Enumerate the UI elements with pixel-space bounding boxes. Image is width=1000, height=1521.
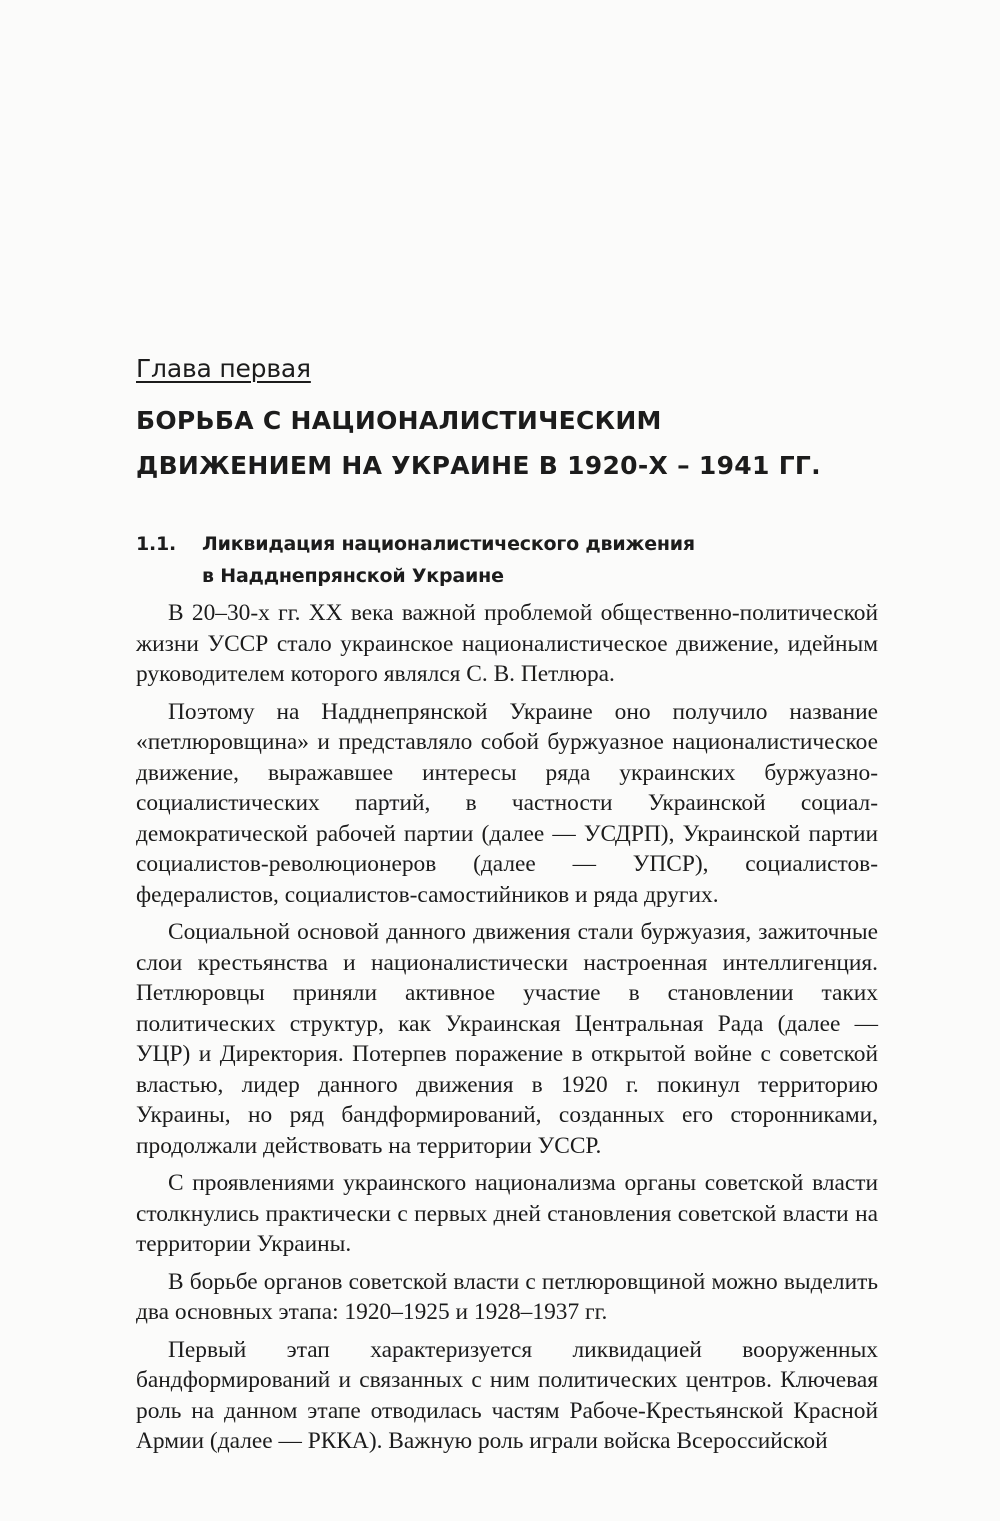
body-text (136, 598, 878, 1464)
chapter-title-line-1: БОРЬБА С НАЦИОНАЛИСТИЧЕСКИМ (136, 406, 662, 435)
paragraph: В 20–30-х гг. XX века важной проблемой общественно-политической жизни УССР стало украинское националистическое движение, идейным руководителем которого являлся С. В. Петлюра. (136, 600, 878, 687)
section-title-line-2: в Надднепрянской Украине (202, 565, 504, 587)
section-title-line-1: Ликвидация националистического движения (202, 533, 695, 555)
paragraph: Первый этап характеризуется ликвидацией вооруженных бандформирований и связанных с ним политических центров. Ключевая роль на данном этапе отводилась частям Рабоче-Крестьянской Красной Армии (далее — РККА). Важную роль играли войска Всероссийской (136, 1336, 878, 1454)
section-heading (136, 528, 695, 592)
chapter-title-line-2: ДВИЖЕНИЕМ НА УКРАИНЕ В 1920-Х – 1941 ГГ. (136, 451, 821, 480)
paragraph: Поэтому на Надднепрянской Украине оно получило название «петлюровщина» и представляло собой буржуазное националистическое движение, выражавшее интересы ряда украинских буржуазно-социалистических партий, в частности Украинской социал-демократической рабочей партии (далее — УСДРП), Украинской партии социалистов-революционеров (далее — УПСР), социалистов-федералистов, социалистов-самостийников и ряда других. (136, 698, 878, 908)
paragraph: Социальной основой данного движения стали буржуазия, зажиточные слои крестьянства и националистически настроенная интеллигенция. Петлюровцы приняли активное участие в становлении таких политических структур, как Украинская Центральная Рада (далее — УЦР) и Директория. Потерпев поражение в открытой войне с советской властью, лидер данного движения в 1920 г. покинул территорию Украины, но ряд бандформирований, созданных его сторонниками, продолжали действовать на территории УССР. (136, 919, 878, 1159)
paragraph: В борьбе органов советской власти с петлюровщиной можно выделить два основных этапа: 1920–1925 и 1928–1937 гг. (136, 1268, 878, 1325)
chapter-label: Глава первая (136, 354, 311, 383)
chapter-title (136, 398, 821, 488)
paragraph: С проявлениями украинского национализма органы советской власти столкнулись практически с первых дней становления советской власти на территории Украины. (136, 1170, 878, 1257)
section-number: 1.1. (136, 533, 177, 555)
